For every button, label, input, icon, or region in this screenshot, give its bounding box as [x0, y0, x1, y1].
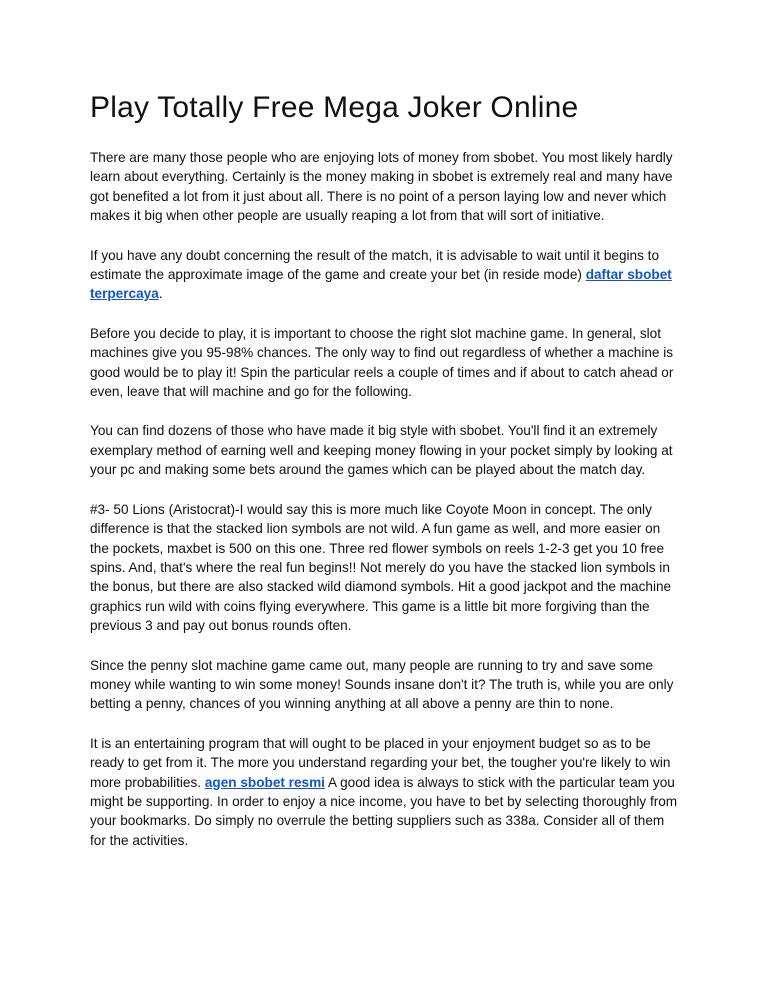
paragraph-slot-choice: Before you decide to play, it is important to choose the right slot machine game. In general, slot machines give you 95-98% chances. The only way to find out regardless of whether a machine is good would be to play it! Spin the particular reels a couple of times and if about to catch ahead or even, leave that will machine and go for the following.	[90, 325, 674, 400]
paragraph-dozens: You can find dozens of those who have made it big style with sbobet. You'll find it an extremely exemplary method of earning well and keeping money flowing in your pocket simply by looking at your pc and making some bets around the games which can be played about the match day.	[90, 423, 673, 478]
paragraph-text: A good idea is always to stick with the particular team you might be supporting. In order to enjoy a nice income, you have to bet by selecting thoroughly from your bookmarks. Do simply no overrule the betting suppliers such as 338a. Consider all of them for the activities.	[90, 774, 678, 848]
paragraph-text: It is an entertaining program that will ought to be placed in your enjoyment budget so as to be ready to get from it. The more you understand regarding your bet, the tougher you're likely to win more probabilities.	[90, 735, 671, 790]
paragraph-penny-slot: Since the penny slot machine game came out, many people are running to try and save some money while wanting to win some money! Sounds insane don't it? The truth is, while you are only betting a penny, chances of you winning anything at all above a penny are thin to none.	[90, 657, 674, 712]
document-title: Play Totally Free Mega Joker Online	[90, 91, 579, 124]
paragraph-entertaining-program	[90, 734, 682, 850]
document-body	[90, 90, 682, 870]
link-daftar-sbobet-terpercaya[interactable]: daftar sbobet terpercaya	[90, 267, 672, 302]
paragraph-text: .	[158, 286, 163, 302]
paragraph-50-lions: #3- 50 Lions (Aristocrat)-I would say this is more much like Coyote Moon in concept. The only difference is that the stacked lion symbols are not wild. A fun game as well, and more easier on the pockets, maxbet is 500 on this one. Three red flower symbols on reels 1-2-3 get you 10 free spins. And, that's where the real fun begins!! Not merely do you have the stacked lion symbols in the bonus, but there are also stacked wild diamond symbols. Hit a good jackpot and the machine graphics run wild with coins flying everywhere. This game is a little bit more forgiving than the previous 3 and pay out bonus rounds often.	[90, 501, 672, 634]
paragraph-text: If you have any doubt concerning the result of the match, it is advisable to wait until it begins to estimate the approximate image of the game and create your bet (in reside mode)	[90, 247, 659, 283]
paragraph-intro: There are many those people who are enjoying lots of money from sbobet. You most likely hardly learn about everything. Certainly is the money making in sbobet is extremely real and many have got benefited a lot from it just about all. There is no point of a person laying low and never which makes it big when other people are usually reaping a lot from that will sort of initiative.	[90, 150, 673, 224]
link-agen-sbobet-resmi[interactable]: agen sbobet resmi	[204, 774, 325, 790]
paragraph-match-doubt	[90, 246, 682, 304]
